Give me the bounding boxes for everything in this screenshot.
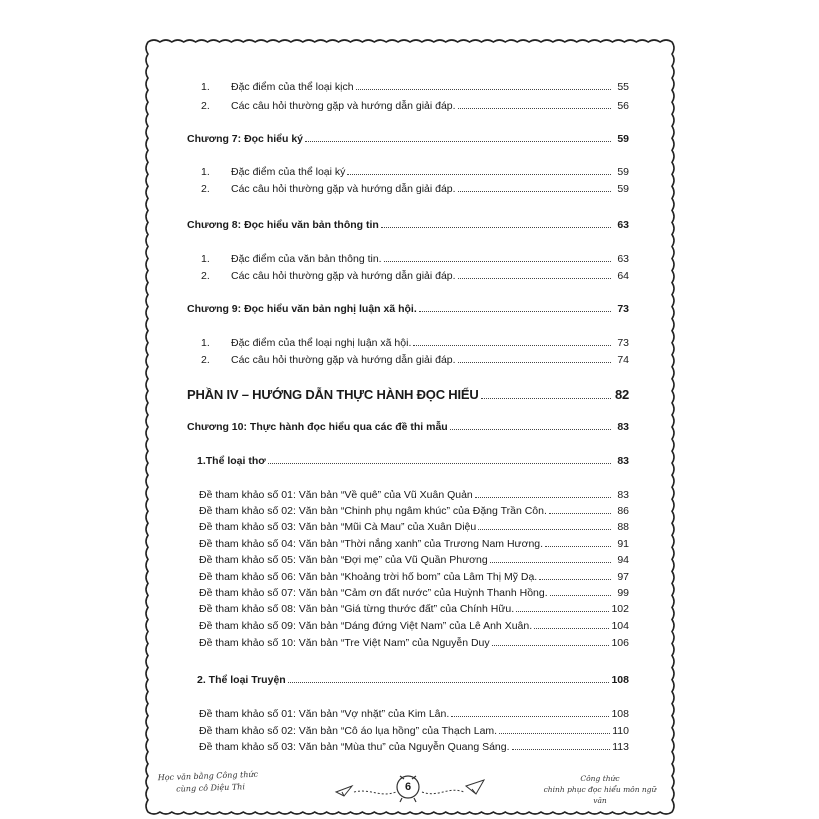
toc-entry-title: Đề tham khảo số 05: Văn bản “Đợi mẹ” của Vũ Quần Phương [199,554,488,566]
toc-entry-page: 59 [617,133,629,145]
toc-entry-title: 2. Thể loại Truyện [197,674,286,686]
toc-dot-leader [490,562,611,563]
toc-entry-number: 1. [201,166,210,178]
toc-entry-number: 1. [201,253,210,265]
toc-entry-title: Đề tham khảo số 10: Văn bản “Tre Việt Nam” của Nguyễn Duy [199,637,490,649]
footer-left-handwriting [158,768,289,797]
toc-dot-leader [450,429,611,430]
toc-entry-item [187,253,629,265]
toc-dot-leader [305,141,611,142]
toc-dot-leader [419,311,611,312]
toc-entry-ref [187,637,629,649]
toc-entry-page: 63 [617,219,629,231]
toc-entry-title: Đặc điểm của văn bản thông tin. [231,253,382,265]
toc-entry-sub [187,455,629,467]
toc-dot-leader [475,497,611,498]
toc-entry-title: Đề tham khảo số 07: Văn bản “Cảm ơn đất nước” của Huỳnh Thanh Hồng. [199,587,548,599]
toc-entry-page: 74 [617,354,629,366]
toc-dot-leader [478,529,611,530]
toc-entry-title: Chương 9: Đọc hiểu văn bản nghị luận xã hội. [187,303,417,315]
toc-entry-title: Đề tham khảo số 02: Văn bản “Cô áo lụa hồng” của Thạch Lam. [199,725,498,737]
toc-dot-leader [288,682,610,683]
toc-entry-page: 59 [617,183,629,195]
toc-entry-page: 97 [617,571,629,583]
toc-entry-page: 83 [617,489,629,501]
toc-entry-page: 113 [612,741,629,753]
toc-dot-leader [534,628,609,629]
toc-entry-page: 83 [617,421,629,433]
toc-entry-page: 86 [617,505,629,517]
toc-entry-title: Đề tham khảo số 03: Văn bản “Mùa thu” của Nguyễn Quang Sáng. [199,741,510,753]
toc-entry-ref [187,620,629,632]
toc-entry-page: 88 [617,521,629,533]
toc-entry-page: 110 [612,725,629,737]
toc-entry-chap [187,219,629,231]
toc-entry-part [187,387,629,402]
toc-entry-ref [187,741,629,753]
footer-right-line-2: chinh phục đọc hiểu môn ngữ văn [543,785,657,805]
toc-entry-title: 1.Thể loại thơ [197,455,266,467]
page-number: 6 [404,781,412,793]
toc-dot-leader [458,191,611,192]
toc-dot-leader [268,463,611,464]
toc-dot-leader [539,579,611,580]
toc-entry-page: 56 [617,100,629,112]
toc-dot-leader [356,89,611,90]
toc-entry-title: Đề tham khảo số 09: Văn bản “Dáng đứng Việt Nam” của Lê Anh Xuân. [199,620,533,632]
toc-entry-title: Các câu hỏi thường gặp và hướng dẫn giải đáp. [231,183,456,195]
toc-entry-ref [187,603,629,615]
toc-entry-title: Đề tham khảo số 02: Văn bản “Chinh phụ ngâm khúc” của Đặng Trần Côn. [199,505,547,517]
toc-entry-ref [187,505,629,517]
toc-entry-title: Đề tham khảo số 01: Văn bản “Vợ nhặt” của Kim Lân. [199,708,450,720]
toc-entry-number: 1. [201,81,210,93]
toc-entry-page: 63 [617,253,629,265]
toc-entry-page: 55 [617,81,629,93]
toc-entry-ref [187,571,629,583]
toc-entry-number: 2. [201,270,210,282]
toc-dot-leader [451,716,609,717]
toc-entry-item [187,270,629,282]
toc-entry-item [187,166,629,178]
toc-dot-leader [458,362,611,363]
toc-entry-item [187,100,629,112]
toc-dot-leader [550,595,611,596]
toc-entry-page: 73 [617,337,629,349]
toc-entry-ref [187,725,629,737]
toc-entry-sub [187,674,629,686]
toc-dot-leader [384,261,611,262]
toc-entry-page: 102 [611,603,629,615]
toc-entry-ref [187,708,629,720]
footer-right-line-1: Công thức [580,774,620,783]
toc-dot-leader [512,749,611,750]
toc-entry-number: 1. [201,337,210,349]
toc-entry-number: 2. [201,100,210,112]
toc-entry-title: Đề tham khảo số 06: Văn bản “Khoảng trời hố bom” của Lâm Thị Mỹ Dạ. [199,571,538,583]
toc-dot-leader [516,611,609,612]
footer-left-line-1: Học văn bằng Công thức [157,769,259,783]
toc-entry-ref [187,554,629,566]
toc-entry-chap [187,303,629,315]
toc-dot-leader [413,345,611,346]
toc-entry-title: Đặc điểm của thể loại ký [231,166,346,178]
toc-entry-title: Các câu hỏi thường gặp và hướng dẫn giải đáp. [231,354,456,366]
toc-entry-number: 2. [201,183,210,195]
toc-entry-chap [187,421,629,433]
toc-entry-ref [187,587,629,599]
toc-entry-ref [187,521,629,533]
toc-entry-title: Đặc điểm của thể loại kịch [231,81,354,93]
toc-entry-item [187,337,629,349]
toc-dot-leader [499,733,610,734]
toc-dot-leader [545,546,611,547]
toc-dot-leader [481,398,611,399]
toc-entry-page: 73 [617,303,629,315]
toc-entry-page: 94 [617,554,629,566]
toc-entry-title: Chương 7: Đọc hiểu ký [187,133,303,145]
toc-entry-title: PHẦN IV – HƯỚNG DẪN THỰC HÀNH ĐỌC HIỂU [187,387,479,402]
toc-entry-page: 104 [611,620,629,632]
toc-entry-title: Đề tham khảo số 04: Văn bản “Thời nắng xanh” của Trương Nam Hương. [199,538,544,550]
footer-right-handwriting [540,773,660,806]
toc-entry-item [187,354,629,366]
toc-entry-item [187,183,629,195]
toc-entry-title: Các câu hỏi thường gặp và hướng dẫn giải đáp. [231,270,456,282]
toc-entry-title: Đặc điểm của thể loại nghị luận xã hội. [231,337,412,349]
toc-dot-leader [347,174,611,175]
footer-left-line-2: cùng cô Diệu Thi [176,782,246,794]
toc-entry-chap [187,133,629,145]
toc-dot-leader [549,513,611,514]
toc-entry-ref [187,489,629,501]
toc-entry-ref [187,538,629,550]
toc-entry-title: Đề tham khảo số 01: Văn bản “Về quê” của Vũ Xuân Quản [199,489,473,501]
toc-entry-title: Chương 8: Đọc hiểu văn bản thông tin [187,219,379,231]
toc-entry-title: Đề tham khảo số 03: Văn bản “Mũi Cà Mau” của Xuân Diệu [199,521,477,533]
toc-entry-page: 59 [617,166,629,178]
toc-entry-title: Đề tham khảo số 08: Văn bản “Giá từng thước đất” của Chính Hữu. [199,603,515,615]
toc-entry-page: 82 [614,387,629,402]
toc-entry-page: 106 [611,637,629,649]
toc-entry-page: 108 [611,674,629,686]
toc-entry-page: 91 [617,538,629,550]
toc-dot-leader [492,645,610,646]
toc-entry-page: 64 [617,270,629,282]
toc-entry-page: 83 [617,455,629,467]
toc-entry-number: 2. [201,354,210,366]
toc-entry-title: Chương 10: Thực hành đọc hiểu qua các đề thi mẫu [187,421,448,433]
toc-entry-page: 99 [617,587,629,599]
toc-dot-leader [381,227,611,228]
toc-entry-item [187,81,629,93]
toc-dot-leader [458,278,611,279]
toc-entry-title: Các câu hỏi thường gặp và hướng dẫn giải đáp. [231,100,456,112]
toc-entry-page: 108 [611,708,629,720]
toc-dot-leader [458,108,611,109]
